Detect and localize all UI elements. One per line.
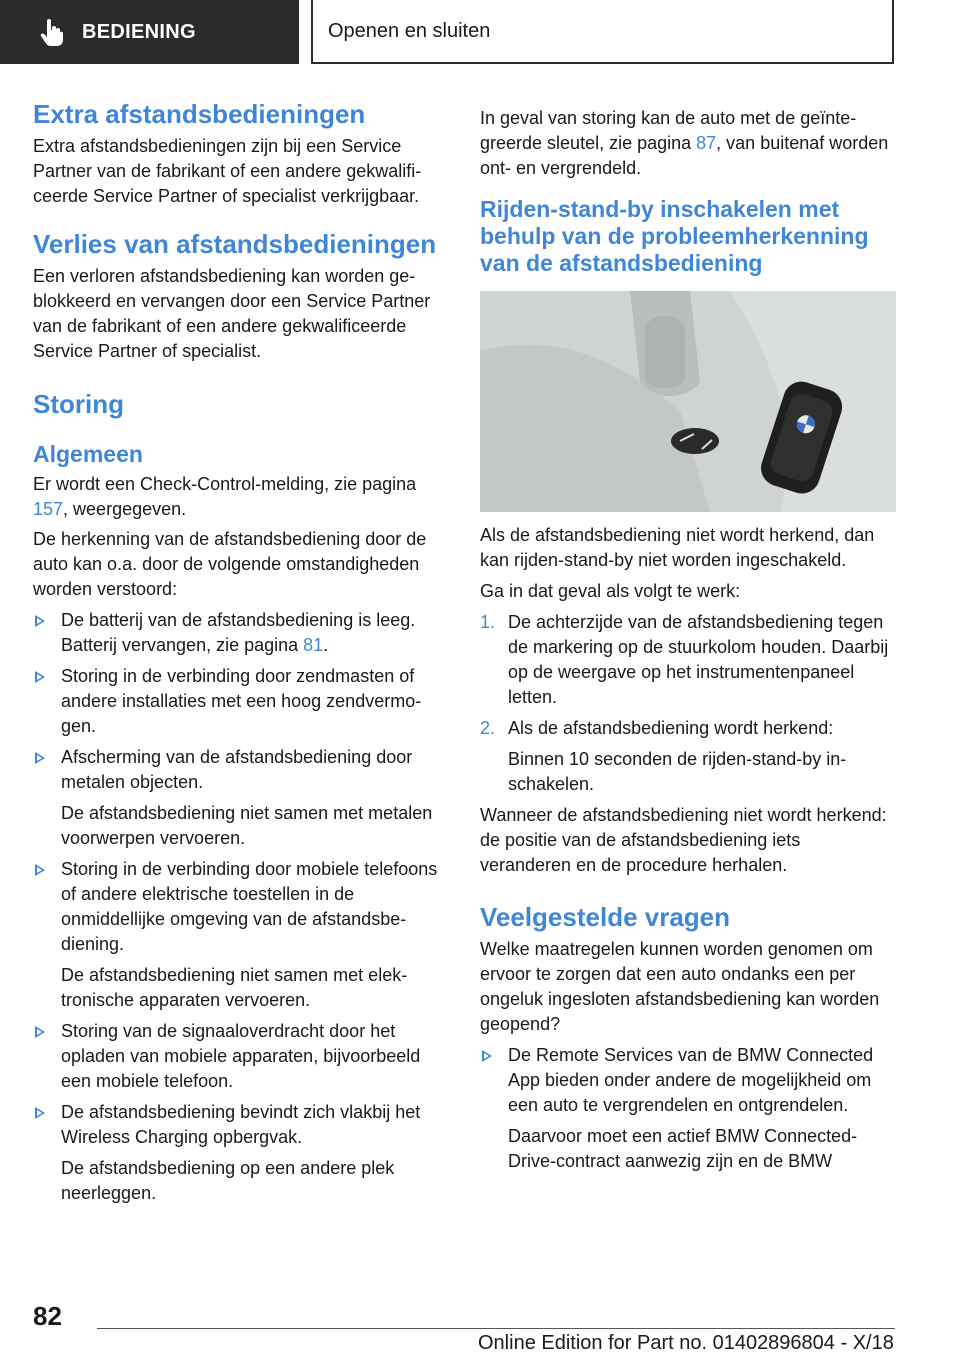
standby-p3: Wanneer de afstandsbediening niet wordt herkend: de positie van de afstandsbediening iets veranderen en de procedure herhalen.: [480, 805, 887, 875]
list-item-note: De afstandsbediening op een andere plek neerleggen.: [61, 1158, 395, 1203]
general-p1: Er wordt een Check-Control-melding, zie pagina 157, weergegeven.: [33, 474, 417, 519]
list-item: Afscherming van de afstandsbediening door metalen objecten. De afstandsbediening niet samen met metalen voorwerpen vervoeren.: [33, 745, 443, 851]
step-note: Binnen 10 seconden de rijden-stand-by inschakelen.: [508, 749, 847, 794]
list-item-note: De afstandsbediening niet samen met elektronische apparaten vervoeren.: [61, 965, 408, 1010]
triangle-bullet-icon: [35, 752, 45, 764]
footer-edition: Online Edition for Part no. 01402896804 - X/18: [478, 1332, 894, 1354]
footer-divider: [97, 1328, 895, 1329]
page-link-87[interactable]: 87: [696, 133, 717, 153]
standby-p1: Als de afstandsbediening niet wordt herkend, dan kan rijden-stand-by niet worden ingeschakeld.: [480, 525, 875, 570]
step-item: 1. De achterzijde van de afstandsbediening tegen de markering op de stuurkolom houden. Daarbij op de weergave op het instrumentenpaneel letten.: [480, 612, 889, 707]
page-link-157[interactable]: 157: [33, 499, 64, 519]
list-item: De Remote Services van de BMW Connected App bieden onder andere de mogelijkheid om een auto te vergrendelen en ontgrendelen. Daarvoor moet een actief BMW ConnectedDrive-contract aanwezig zijn en de BMW: [480, 1043, 896, 1174]
steering-column-photo: [480, 291, 896, 512]
heading-fault: Storing: [33, 389, 124, 419]
loss-body: Een verloren afstandsbediening kan worden geblokkeerd en vervangen door een Service Partner van de fabrikant of een andere gekwalificeerde Service Partner of specialist.: [33, 266, 431, 361]
key-fob-illustration: [480, 291, 896, 512]
list-item: De afstandsbediening bevindt zich vlakbij het Wireless Charging opbergvak. De afstandsbediening op een andere plek neerleggen.: [33, 1100, 443, 1206]
faq-question: Welke maatregelen kunnen worden genomen om ervoor te zorgen dat een auto ondanks een per ongeluk ingesloten afstandsbediening kan worden geopend?: [480, 939, 880, 1034]
list-item: Storing in de verbinding door mobiele telefoons of andere elektrische toestellen in de onmiddellijke omgeving van de afstandsbediening. De afstandsbediening niet samen met elektronische apparaten vervoeren.: [33, 857, 443, 1013]
subsection-label: Openen en sluiten: [328, 19, 491, 42]
section-label: BEDIENING: [82, 20, 196, 43]
triangle-bullet-icon: [35, 615, 45, 627]
heading-standby: Rijden-stand-by inschakelen met behulp van de probleemherkenning van de afstandsbediening: [480, 196, 869, 276]
intro-text: In geval van storing kan de auto met de geïntegreerde sleutel, zie pagina 87, van buitenaf worden ont- en vergrendeld.: [480, 108, 889, 178]
standby-p2: Ga in dat geval als volgt te werk:: [480, 581, 741, 601]
triangle-bullet-icon: [482, 1050, 492, 1062]
extra-body: Extra afstandsbedieningen zijn bij een Service Partner van de fabrikant of een andere gekwalificeerde Service Partner of specialist verkrijgbaar.: [33, 136, 422, 206]
heading-faq: Veelgestelde vragen: [480, 902, 731, 932]
page-link-81[interactable]: 81: [303, 635, 324, 655]
heading-general: Algemeen: [33, 441, 143, 467]
step-item: 2. Als de afstandsbediening wordt herkend: Binnen 10 seconden de rijden-stand-by inschakelen.: [480, 716, 896, 797]
list-item: De batterij van de afstandsbediening is leeg. Batterij vervangen, zie pagina 81.: [33, 608, 443, 658]
triangle-bullet-icon: [35, 864, 45, 876]
subsection-tab: [311, 0, 894, 64]
page-number: 82: [33, 1301, 62, 1331]
general-p2: De herkenning van de afstandsbediening door de auto kan o.a. door de volgende omstandigheden worden verstoord:: [33, 529, 427, 599]
left-column: [33, 100, 443, 1206]
triangle-bullet-icon: [35, 671, 45, 683]
triangle-bullet-icon: [35, 1107, 45, 1119]
list-item-note: De afstandsbediening niet samen met metalen voorwerpen vervoeren.: [61, 803, 433, 848]
faq-list: [480, 1043, 896, 1174]
section-tab: [0, 0, 299, 64]
heading-loss: Verlies van afstandsbedieningen: [33, 229, 437, 259]
steps-list: [480, 610, 896, 797]
fault-list: [33, 608, 443, 1206]
list-item-note: Daarvoor moet een actief BMW ConnectedDrive-contract aanwezig zijn en de BMW: [508, 1126, 858, 1171]
right-column: [480, 106, 896, 1174]
triangle-bullet-icon: [35, 1026, 45, 1038]
hand-pointer-icon: [36, 17, 66, 47]
heading-extra: Extra afstandsbedieningen: [33, 99, 366, 129]
list-item: Storing in de verbinding door zendmasten of andere installaties met een hoog zendvermogen.: [33, 664, 443, 739]
list-item: Storing van de signaaloverdracht door het opladen van mobiele apparaten, bijvoorbeeld een mobiele telefoon.: [33, 1019, 443, 1094]
